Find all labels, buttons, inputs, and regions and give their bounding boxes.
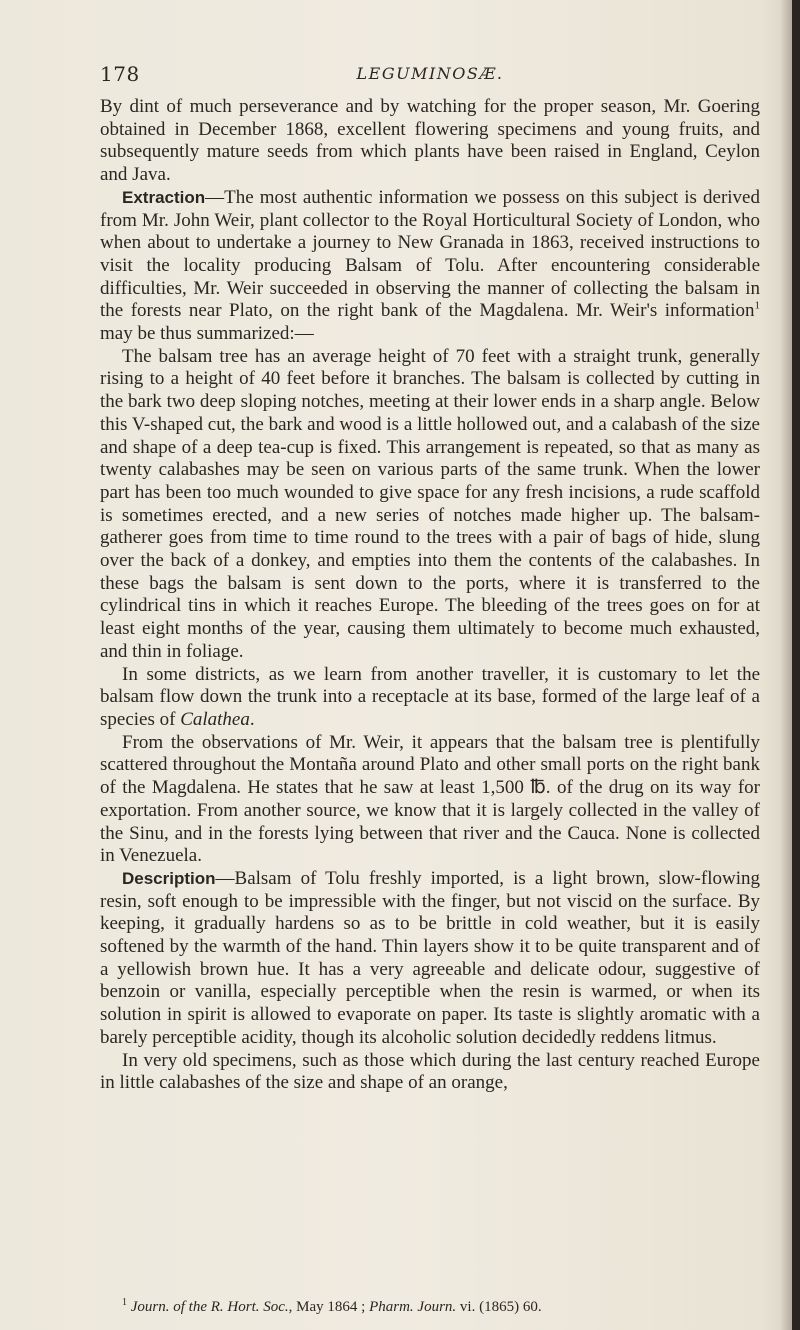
footnote-reference: 1 bbox=[754, 300, 760, 312]
footnote-date-2: vi. (1865) 60. bbox=[456, 1299, 542, 1315]
paragraph-observations: From the observations of Mr. Weir, it appears that the balsam tree is plentifully scattered throughout the Montaña around Plato and other small ports on the right bank of the Magdalena. He states that he saw at least 1,500 ℔. of the drug on its way for exportation. From another source, we know that it is largely collected in the valley of the Sinu, and in the forests lying between that river and the Cauca. None is collected in Venezuela. bbox=[100, 731, 760, 867]
footnote-source-1: Journ. of the R. Hort. Soc. bbox=[130, 1299, 289, 1315]
page-number: 178 bbox=[100, 62, 140, 86]
paragraph-intro: By dint of much perseverance and by watching for the proper season, Mr. Goering obtained in December 1868, excellent flowering specimens and young fruits, and subsequently mature seeds from which plants have been raised in England, Ceylon and Java. bbox=[100, 96, 760, 186]
paragraph-description bbox=[100, 868, 760, 1050]
section-heading-description: Description bbox=[122, 868, 216, 888]
districts-text-end: . bbox=[249, 708, 255, 730]
paragraph-balsam-tree: The balsam tree has an average height of 70 feet with a straight trunk, generally rising to a height of 40 feet before it branches. The balsam is collected by cutting in the bark two deep sloping notches, meeting at their lower ends in a sharp angle. Below this V-shaped cut, the bark and wood is a little hollowed out, and a calabash of the size and shape of a deep tea-cup is fixed. This arrangement is repeated, so that as many as twenty calabashes may be seen on various parts of the same trunk. When the lower part has been too much wounded to give space for any fresh incisions, a rude scaffold is sometimes erected, and a new series of notches made higher up. The balsam-gatherer goes from time to time round to the trees with a pair of bags of hide, slung over the back of a donkey, and empties into them the contents of the calabashes. In these bags the balsam is sent down to the ports, where it is transferred to the cylindrical tins in which it reaches Europe. The bleeding of the trees goes on for at least eight months of the year, causing them ultimately to become much exhausted, and thin in foliage. bbox=[100, 345, 760, 662]
footnote-mark: 1 bbox=[122, 1297, 127, 1308]
page-gutter-shadow bbox=[780, 0, 792, 1330]
extraction-text-tail: may be thus summarized:— bbox=[100, 323, 314, 345]
paragraph-old-specimens: In very old specimens, such as those which during the last century reached Europe in little calabashes of the size and shape of an orange, bbox=[100, 1049, 760, 1094]
extraction-text: —The most authentic information we possess on this subject is derived from Mr. John Weir, plant collector to the Royal Horticultural Society of London, who when about to undertake a journey to New Granada in 1863, received instructions to visit the locality producing Balsam of Tolu. After encountering considerable difficulties, Mr. Weir succeeded in observing the manner of collecting the balsam in the forests near Plato, on the right bank of the Magdalena. Mr. Weir's information bbox=[100, 186, 760, 322]
footnote-date-1: , May 1864 ; bbox=[288, 1299, 370, 1315]
description-text: —Balsam of Tolu freshly imported, is a light brown, slow-flowing resin, soft enough to be impressible with the finger, but not viscid on the surface. By keeping, it gradually hardens so as to be brittle in cold weather, but it is easily softened by the warmth of the hand. Thin layers show it to be quite transparent and of a yellowish brown hue. It has a very agreeable and delicate odour, suggestive of benzoin or vanilla, especially perceptible when the resin is warmed, or when its solution in spirit is allowed to evaporate on paper. Its taste is slightly aromatic with a barely perceptible acidity, though its alcoholic solution decidedly reddens litmus. bbox=[100, 867, 760, 1048]
section-heading-extraction: Extraction bbox=[122, 187, 206, 207]
paragraph-extraction bbox=[100, 187, 760, 346]
body-text bbox=[100, 96, 760, 1095]
footnote bbox=[100, 1299, 760, 1316]
calathea-italic: Calathea bbox=[180, 708, 250, 730]
footnote-source-2: Pharm. Journ. bbox=[369, 1299, 457, 1315]
page-header bbox=[100, 62, 760, 92]
page-edge bbox=[792, 0, 800, 1330]
running-title: LEGUMINOSÆ. bbox=[356, 64, 504, 83]
paragraph-other-districts bbox=[100, 664, 760, 732]
districts-text: In some districts, as we learn from another traveller, it is customary to let the balsam flow down the trunk into a receptacle at its base, formed of the large leaf of a species of bbox=[100, 663, 760, 730]
